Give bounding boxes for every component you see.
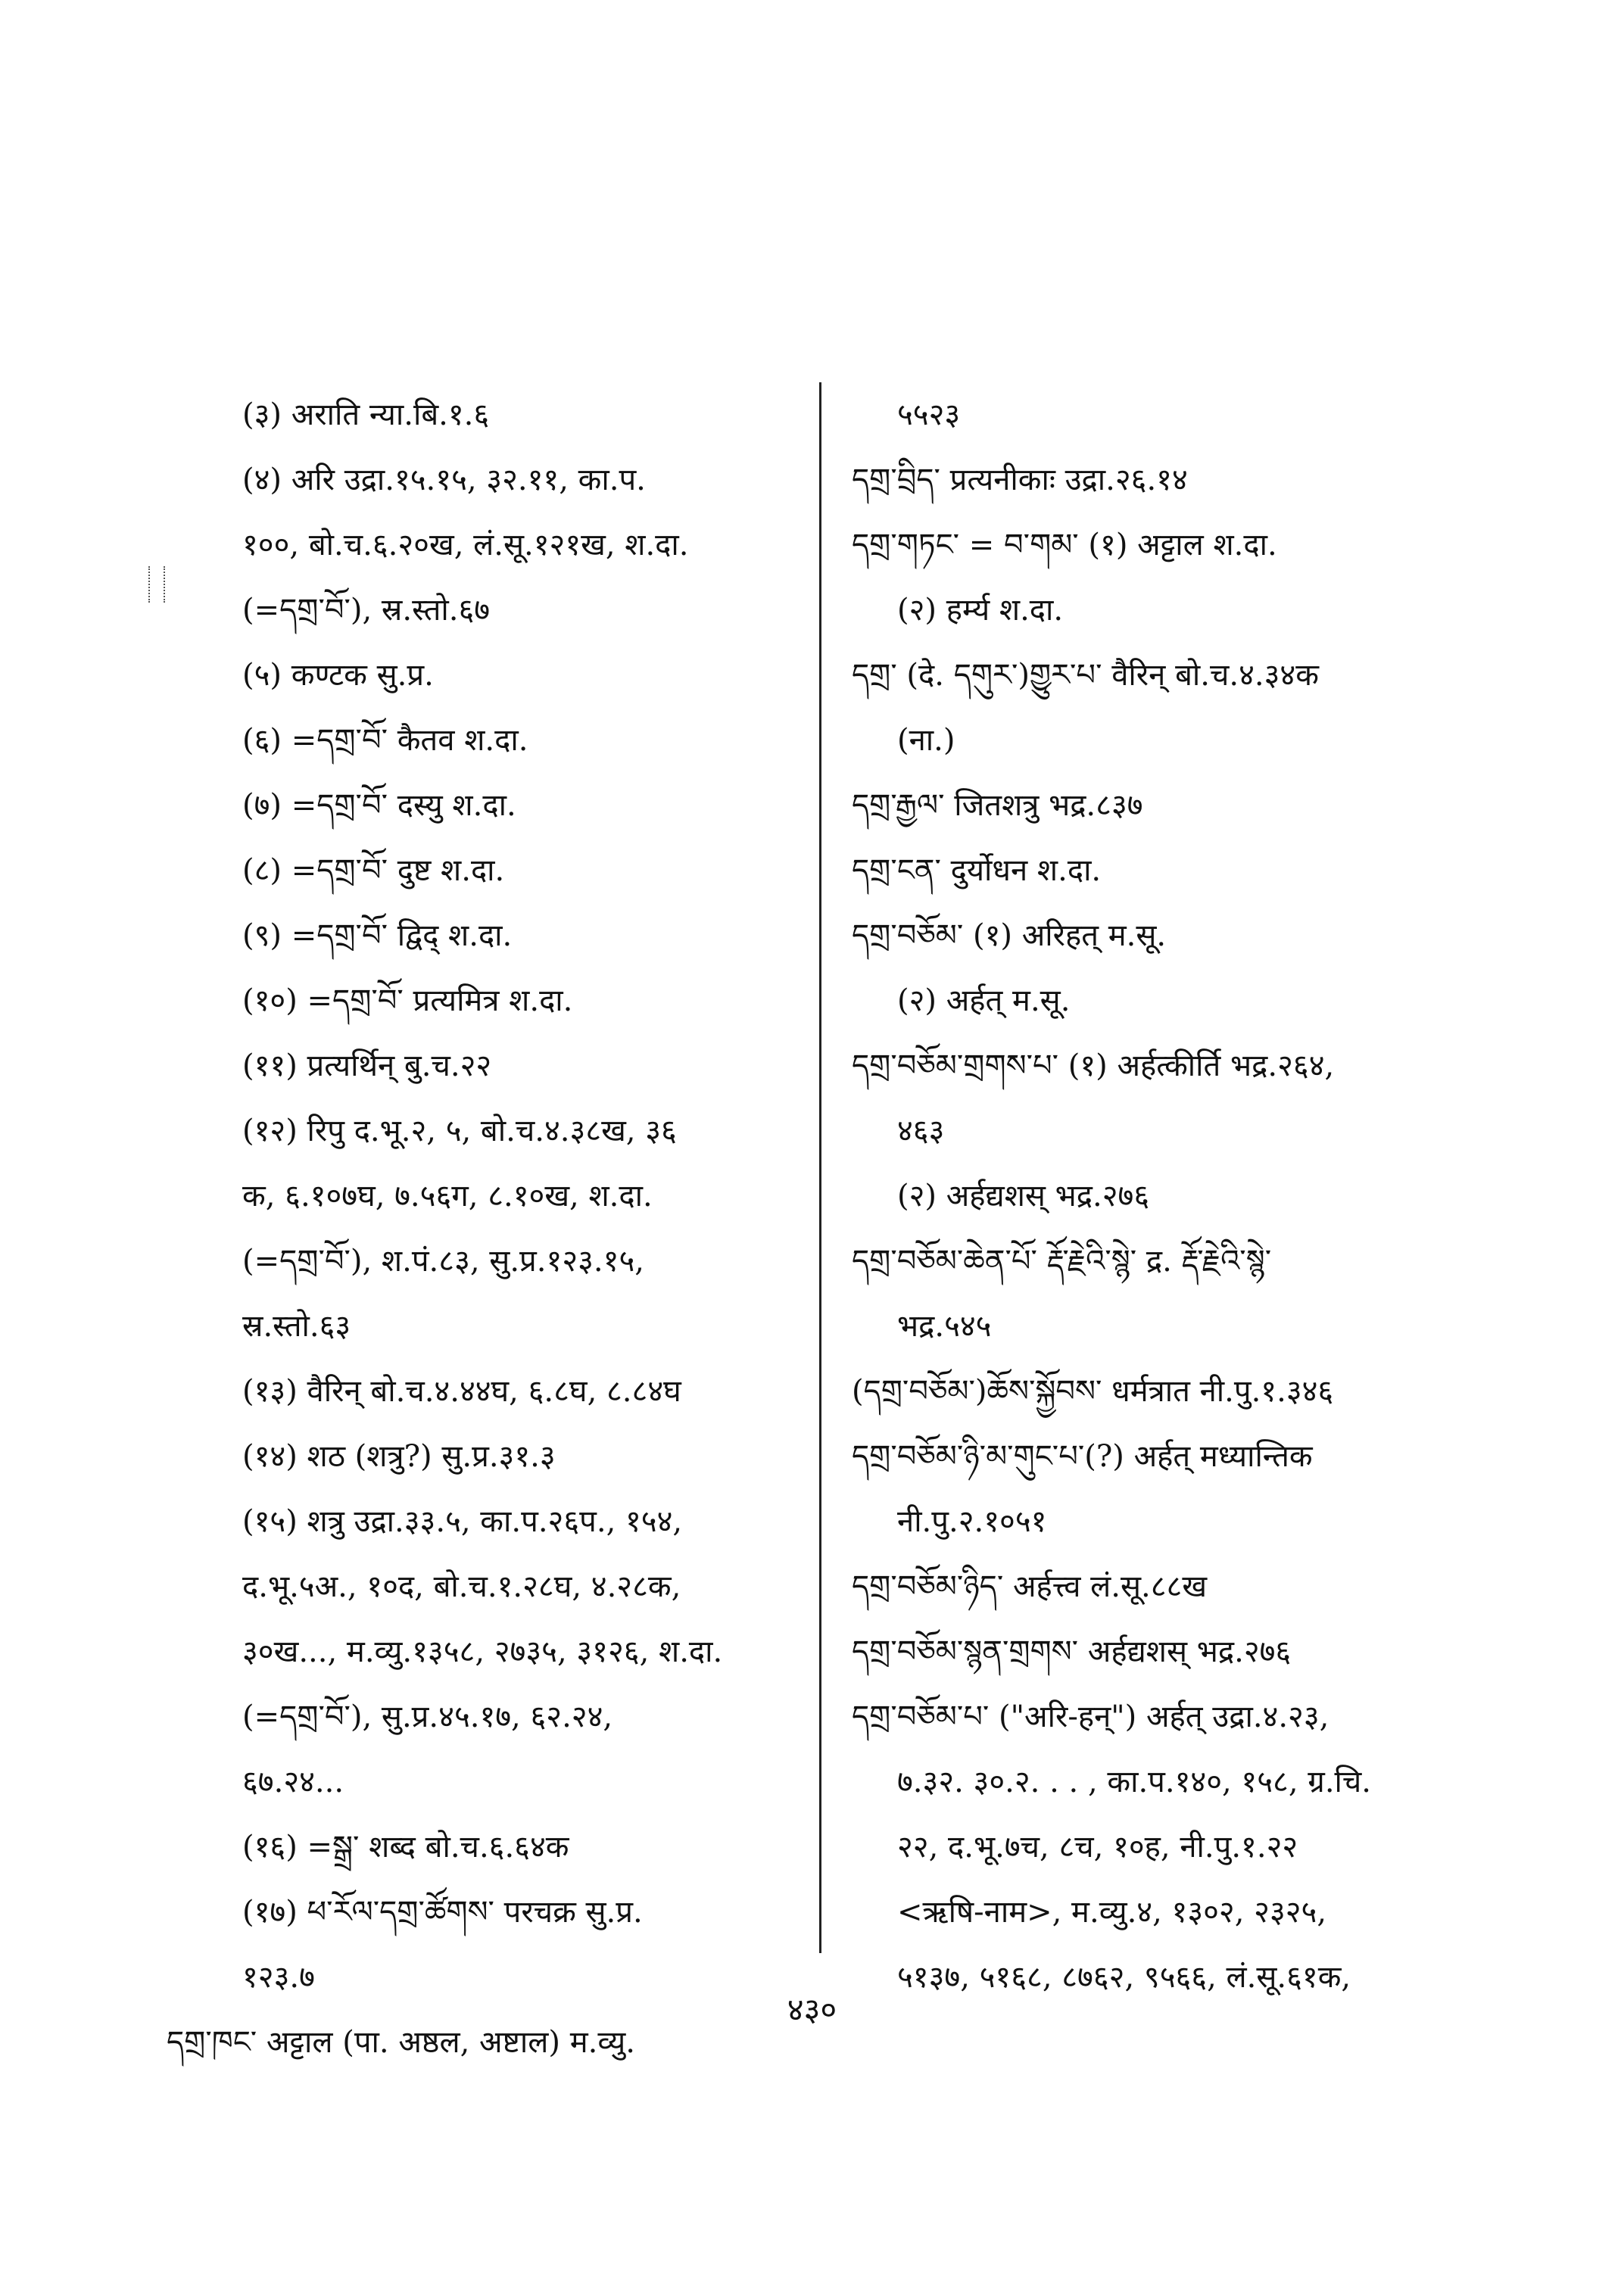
entry-line: (१७) ཕ་རོལ་དགྲ་ཚོགས་ परचक्र सु.प्र.	[242, 1895, 643, 1930]
entry-line: (१५) शत्रु उद्रा.३३.५, का.प.२६प., १५४,	[242, 1504, 683, 1539]
entry-line: (११) प्रत्यर्थिन् बु.च.२२	[242, 1048, 492, 1083]
entry-line: དགྲ་བཅོམ་གྲགས་པ་ (१) अर्हत्कीर्ति भद्र.२६४,	[852, 1048, 1335, 1083]
entry-line: (१४) शठ (शत्रु?) सु.प्र.३१.३	[242, 1439, 556, 1474]
entry-line: १००, बो.च.६.२०ख, लं.सू.१२१ख, श.दा.	[242, 528, 689, 562]
entry-line: དགྲ་ (दे. དགུར་)གྱུར་པ་ वैरिन् बो.च.४.३४क	[852, 658, 1319, 693]
entry-line: (२) अर्हत् म.सू.	[897, 983, 1071, 1018]
entry-line: (=དགྲ་བོ་), सु.प्र.४५.१७, ६२.२४,	[242, 1699, 613, 1734]
entry-line: (=དགྲ་བོ་), श.पं.८३, सु.प्र.१२३.१५,	[242, 1244, 644, 1279]
entry-headword-line: དགྲ་ཁང་ अट्टाल (पा. अष्ठल, अष्टाल) म.व्यु.	[167, 2025, 635, 2060]
entry-line: ४६३	[897, 1114, 945, 1148]
entry-line: (३) अराति न्या.बि.१.६	[242, 397, 490, 432]
entry-line: (१६) =སྒྲ་ शब्द बो.च.६.६४क	[242, 1830, 569, 1865]
entry-line: (དགྲ་བཅོམ་)ཆོས་སྐྱོབས་ धर्मत्रात नी.पु.१.३४६	[852, 1374, 1334, 1409]
left-column	[167, 382, 806, 2075]
entry-line: २२, द.भू.७च, ८च, १०ह, नी.पु.१.२२	[897, 1830, 1298, 1865]
entry-line: དགྲ་བཅོམ་སྙན་གྲགས་ अर्हद्यशस् भद्र.२७६	[852, 1634, 1292, 1669]
entry-line: क, ६.१०७घ, ७.५६ग, ८.१०ख, श.दा.	[242, 1179, 653, 1213]
entry-line: १२३.७	[242, 1960, 315, 1995]
entry-line: (९) =དགྲ་བོ་ द्विद् श.दा.	[242, 918, 513, 953]
entry-line: ३०ख..., म.व्यु.१३५८, २७३५, ३१२६, श.दा.	[242, 1634, 723, 1669]
entry-line: (४) अरि उद्रा.१५.१५, ३२.११, का.प.	[242, 463, 646, 497]
column-divider	[819, 382, 821, 1953]
entry-line: དགྲ་རྒྱལ་ जितशत्रु भद्र.८३७	[852, 788, 1143, 823]
entry-line: (१२) रिपु द.भू.२, ५, बो.च.४.३८ख, ३६	[242, 1114, 677, 1148]
entry-line: དགྲ་བཅོམ་ཉིད་ अर्हत्त्व लं.सू.८८ख	[852, 1569, 1208, 1604]
entry-line: (६) =དགྲ་བོ་ कैतव श.दा.	[242, 723, 528, 758]
entry-line: ५५२३	[897, 397, 961, 432]
entry-line: ७.३२. ३०.२. . . , का.प.१४०, १५८, ग्र.चि.	[897, 1765, 1372, 1799]
entry-line: (२) हर्म्य श.दा.	[897, 593, 1064, 628]
entry-line: भद्र.५४५	[897, 1309, 992, 1344]
entry-line: (५) कण्टक सु.प्र.	[242, 658, 434, 693]
entry-line: द.भू.५अ., १०द, बो.च.१.२८घ, ४.२८क,	[242, 1569, 681, 1604]
right-column	[852, 382, 1450, 2010]
entry-line: (२) अर्हद्यशस् भद्र.२७६	[897, 1179, 1150, 1213]
entry-line: དགྲ་བྲིད་ प्रत्यनीकाः उद्रा.२६.१४	[852, 463, 1188, 497]
entry-line: ५१३७, ५१६८, ८७६२, ९५६६, लं.सू.६१क,	[897, 1960, 1351, 1995]
entry-line: (१३) वैरिन् बो.च.४.४४घ, ६.८घ, ८.८४घ	[242, 1374, 681, 1409]
entry-line: (=དགྲ་བོ་), स्र.स्तो.६७	[242, 593, 491, 628]
entry-line: དགྲ་ངན་ दुर्योधन श.दा.	[852, 853, 1102, 888]
entry-line: नी.पु.२.१०५१	[897, 1504, 1047, 1539]
entry-line: स्र.स्तो.६३	[242, 1309, 351, 1344]
entry-line: <ऋषि-नाम>, म.व्यु.४, १३०२, २३२५,	[897, 1895, 1327, 1930]
entry-line: ६७.२४...	[242, 1765, 344, 1799]
entry-line: དགྲ་བཅོམ་ཆེན་པོ་ རྡོ་རྗེའི་སྙེ་ द्र. རྡོ་རྗེའི་སྙེ་	[852, 1244, 1272, 1279]
entry-line: (ना.)	[897, 723, 955, 758]
page-number: ४३०	[787, 1991, 837, 2028]
entry-line: དགྲ་བཅོམ་ཉི་མ་གུང་པ་(?) अर्हत् मध्यान्तिक	[852, 1439, 1313, 1474]
entry-line: དགྲ་བཅོམ་ (१) अरिहत् म.सू.	[852, 918, 1167, 953]
entry-line: (८) =དགྲ་བོ་ दुष्ट श.दा.	[242, 853, 505, 888]
entry-line: དགྲ་གཏང་ = བ་གམ་ (१) अट्टाल श.दा.	[852, 528, 1277, 562]
entry-line: (७) =དགྲ་བོ་ दस्यु श.दा.	[242, 788, 516, 823]
margin-mark	[148, 566, 165, 603]
entry-line: དགྲ་བཅོམ་པ་ ("अरि-हन्") अर्हत् उद्रा.४.२३,	[852, 1699, 1329, 1734]
entry-line: (१०) =དགྲ་བོ་ प्रत्यमित्र श.दा.	[242, 983, 573, 1018]
